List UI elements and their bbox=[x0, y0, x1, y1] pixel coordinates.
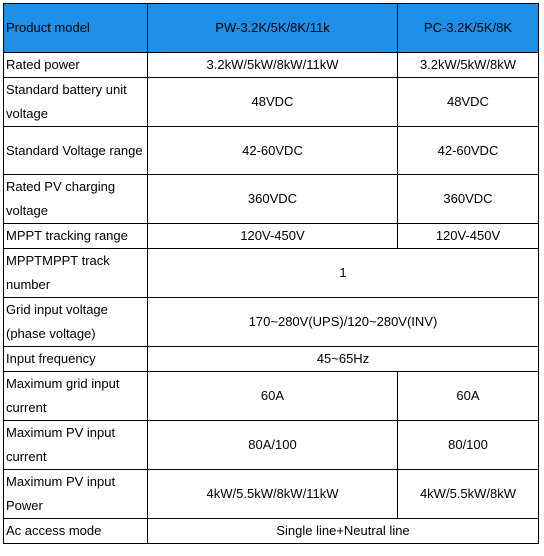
product-spec-table bbox=[3, 3, 539, 544]
table-row-voltage-range bbox=[4, 127, 539, 175]
pw-value: 4kW/5.5kW/8kW/11kW bbox=[148, 470, 398, 519]
pc-value: 3.2kW/5kW/8kW bbox=[398, 53, 539, 78]
row-label: Standard battery unit voltage bbox=[4, 78, 148, 127]
pw-value: 120V-450V bbox=[148, 224, 398, 249]
row-label: Maximum PV input Power bbox=[4, 470, 148, 519]
pc-value: 360VDC bbox=[398, 175, 539, 224]
row-label: Standard Voltage range bbox=[4, 127, 148, 175]
merged-value: 170~280V(UPS)/120~280V(INV) bbox=[148, 298, 539, 347]
header-pw-series: PW-3.2K/5K/8K/11k bbox=[148, 4, 398, 53]
pc-value: 80/100 bbox=[398, 421, 539, 470]
header-pc-series: PC-3.2K/5K/8K bbox=[398, 4, 539, 53]
table-row-rated-power bbox=[4, 53, 539, 78]
merged-value: 45~65Hz bbox=[148, 347, 539, 372]
table-row-pv-input-power bbox=[4, 470, 539, 519]
table-row-mppt-track-number bbox=[4, 249, 539, 298]
table-row-input-frequency bbox=[4, 347, 539, 372]
pw-value: 3.2kW/5kW/8kW/11kW bbox=[148, 53, 398, 78]
merged-value: Single line+Neutral line bbox=[148, 519, 539, 544]
pc-value: 48VDC bbox=[398, 78, 539, 127]
row-label: Maximum grid input current bbox=[4, 372, 148, 421]
row-label: MPPT tracking range bbox=[4, 224, 148, 249]
row-label: Rated power bbox=[4, 53, 148, 78]
pc-value: 120V-450V bbox=[398, 224, 539, 249]
header-product-model: Product model bbox=[4, 4, 148, 53]
table-row-pv-input-current bbox=[4, 421, 539, 470]
row-label: Ac access mode bbox=[4, 519, 148, 544]
pw-value: 42-60VDC bbox=[148, 127, 398, 175]
merged-value: 1 bbox=[148, 249, 539, 298]
pw-value: 60A bbox=[148, 372, 398, 421]
row-label: Rated PV charging voltage bbox=[4, 175, 148, 224]
row-label: Maximum PV input current bbox=[4, 421, 148, 470]
pw-value: 360VDC bbox=[148, 175, 398, 224]
table-row-pv-charging-voltage bbox=[4, 175, 539, 224]
table-row-mppt-range bbox=[4, 224, 539, 249]
row-label: Grid input voltage (phase voltage) bbox=[4, 298, 148, 347]
pc-value: 4kW/5.5kW/8kW bbox=[398, 470, 539, 519]
row-label: MPPTMPPT track number bbox=[4, 249, 148, 298]
table-row-grid-input-current bbox=[4, 372, 539, 421]
table-row-grid-input-voltage bbox=[4, 298, 539, 347]
pc-value: 42-60VDC bbox=[398, 127, 539, 175]
pw-value: 48VDC bbox=[148, 78, 398, 127]
table-row-ac-access-mode bbox=[4, 519, 539, 544]
header-row bbox=[4, 4, 539, 53]
pc-value: 60A bbox=[398, 372, 539, 421]
pw-value: 80A/100 bbox=[148, 421, 398, 470]
table-row-battery-voltage bbox=[4, 78, 539, 127]
row-label: Input frequency bbox=[4, 347, 148, 372]
